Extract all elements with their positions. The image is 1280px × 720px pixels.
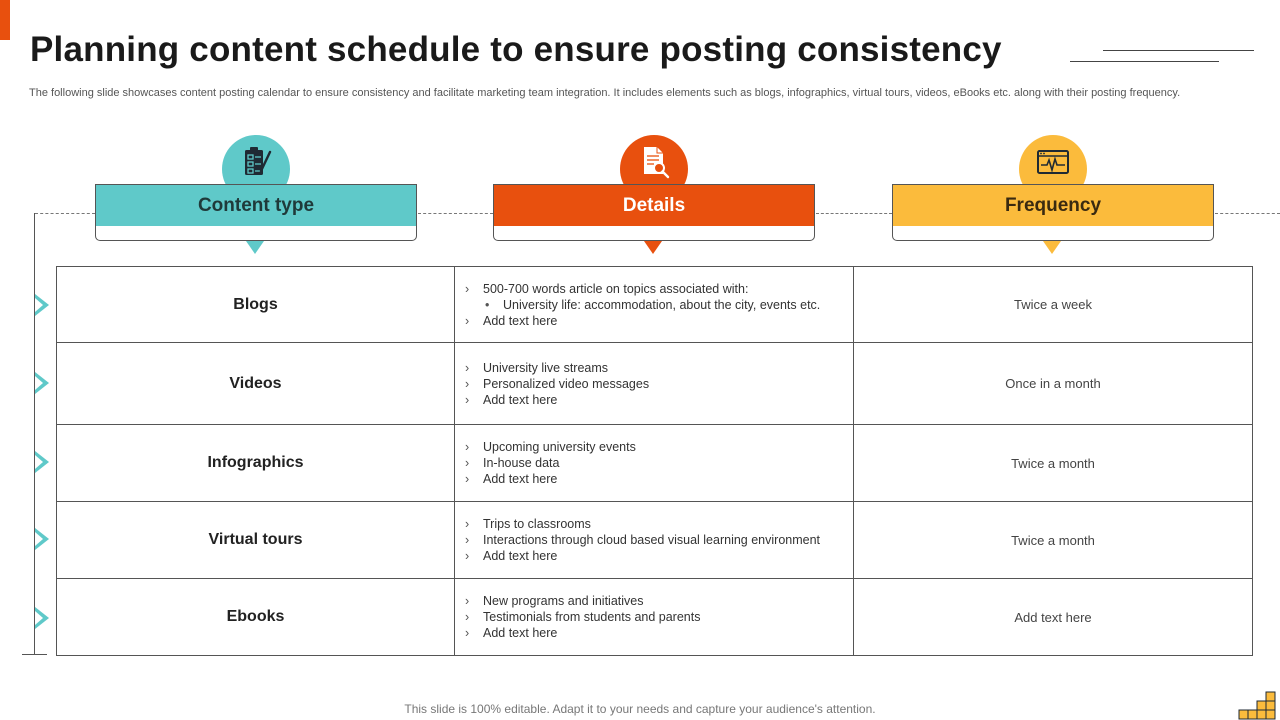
table-row (57, 425, 1253, 502)
frequency-header-label: Frequency (892, 184, 1214, 226)
detail-item: › Add text here (465, 392, 843, 408)
header-pointer (644, 241, 662, 254)
details-cell (455, 502, 854, 579)
timeline-arrow (35, 607, 49, 629)
stairs-logo-icon (1238, 690, 1280, 720)
table-row (57, 502, 1253, 579)
header-pointer (246, 241, 264, 254)
detail-item: › Interactions through cloud based visual learning environment (465, 532, 843, 548)
title-decor-line (1070, 61, 1219, 62)
content-type-cell: Blogs (57, 267, 455, 343)
content-type-cell: Videos (57, 343, 455, 425)
content-type-header-label: Content type (95, 184, 417, 226)
timeline-foot (22, 654, 47, 655)
dashed-connector (816, 213, 892, 214)
detail-item: › New programs and initiatives (465, 593, 843, 609)
header-base (892, 226, 1214, 241)
header-pointer (1043, 241, 1061, 254)
frequency-cell: Add text here (854, 579, 1253, 656)
detail-item: › Add text here (465, 313, 843, 329)
detail-item: › In-house data (465, 455, 843, 471)
detail-item: › Upcoming university events (465, 439, 843, 455)
details-header-label: Details (493, 184, 815, 226)
frequency-cell: Twice a month (854, 502, 1253, 579)
table-row (57, 343, 1253, 425)
detail-item: › 500-700 words article on topics associated with: (465, 281, 843, 297)
details-header (493, 184, 815, 242)
details-cell (455, 267, 854, 343)
detail-item: › Add text here (465, 548, 843, 564)
detail-item: › Personalized video messages (465, 376, 843, 392)
timeline-arrow (35, 294, 49, 316)
frequency-header (892, 184, 1214, 242)
timeline-arrow (35, 372, 49, 394)
details-cell (455, 425, 854, 502)
detail-item: › Trips to classrooms (465, 516, 843, 532)
detail-item: › University live streams (465, 360, 843, 376)
details-list (465, 281, 843, 329)
detail-subitem: • University life: accommodation, about the city, events etc. (465, 297, 843, 313)
frequency-cell: Twice a month (854, 425, 1253, 502)
frequency-cell: Twice a week (854, 267, 1253, 343)
accent-bar (0, 0, 10, 40)
timeline-line (34, 213, 35, 655)
frequency-cell: Once in a month (854, 343, 1253, 425)
detail-item: › Add text here (465, 471, 843, 487)
content-type-cell: Virtual tours (57, 502, 455, 579)
content-type-cell: Infographics (57, 425, 455, 502)
table-row (57, 267, 1253, 343)
dashed-connector (35, 213, 95, 214)
dashed-connector (418, 213, 493, 214)
slide-description: The following slide showcases content posting calendar to ensure consistency and facilitate marketing team integration. It includes elements such as blogs, infographics, virtual tours, videos, eBooks etc. along with their posting frequency. (29, 87, 1181, 99)
timeline-arrow (35, 528, 49, 550)
dashed-connector (1215, 213, 1280, 214)
header-base (95, 226, 417, 241)
details-cell (455, 343, 854, 425)
footer-note: This slide is 100% editable. Adapt it to your needs and capture your audience's attention. (404, 702, 876, 716)
header-base (493, 226, 815, 241)
details-list (465, 360, 843, 408)
content-schedule-table (56, 266, 1253, 656)
details-list (465, 516, 843, 564)
table-row (57, 579, 1253, 656)
content-type-cell: Ebooks (57, 579, 455, 656)
content-type-header (95, 184, 417, 242)
detail-item: › Testimonials from students and parents (465, 609, 843, 625)
details-list (465, 439, 843, 487)
details-cell (455, 579, 854, 656)
detail-item: › Add text here (465, 625, 843, 641)
title-decor-line (1103, 50, 1254, 51)
details-list (465, 593, 843, 641)
timeline-arrow (35, 451, 49, 473)
page-title: Planning content schedule to ensure posting consistency (30, 30, 1002, 69)
